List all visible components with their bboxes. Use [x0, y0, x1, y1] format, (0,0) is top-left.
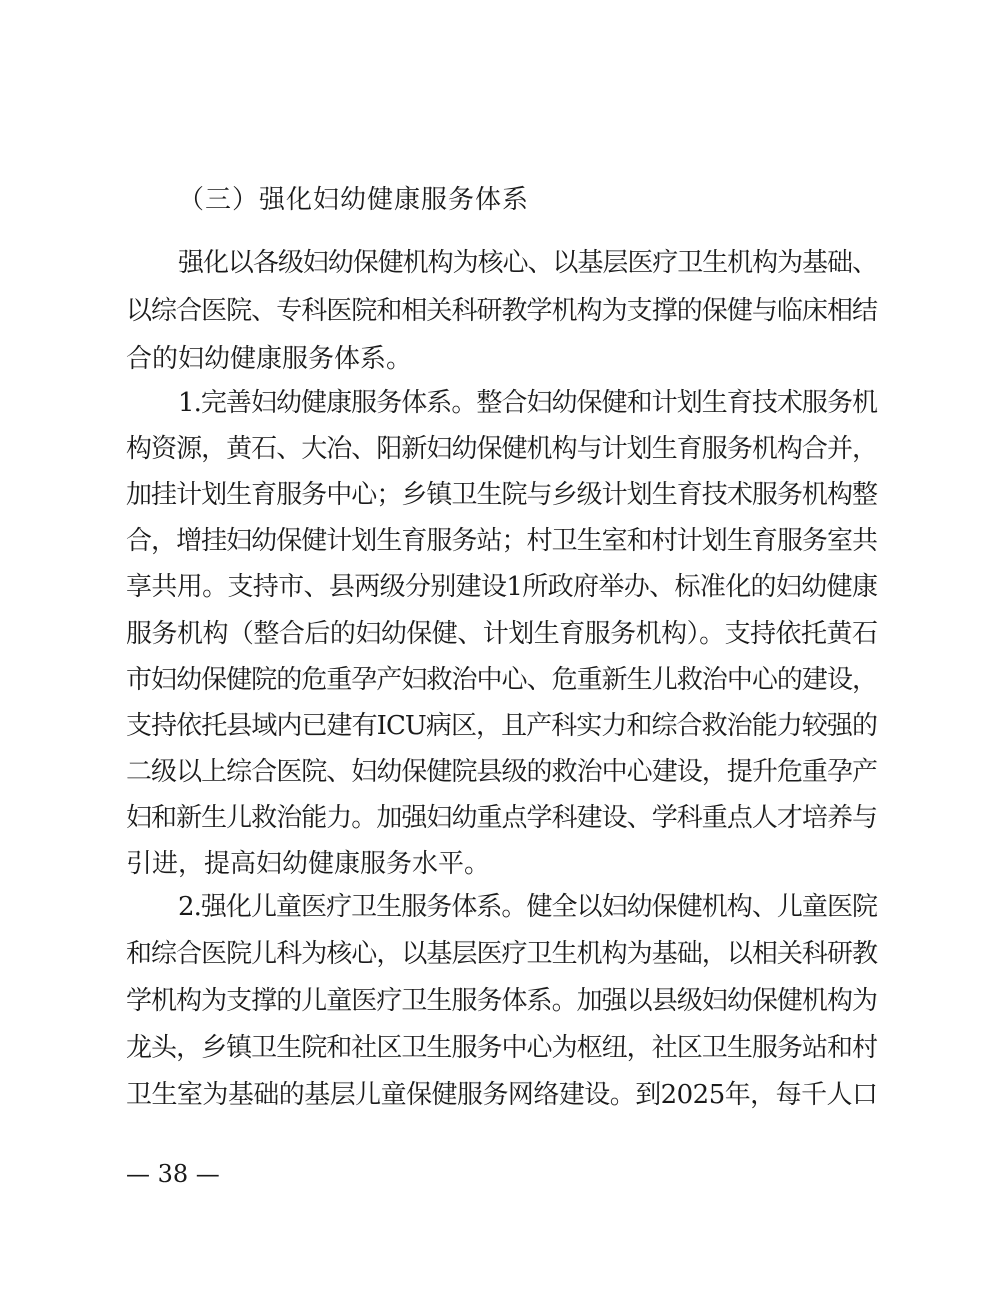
section-heading: （三）强化妇幼健康服务体系	[178, 185, 530, 215]
text-line: 龙头，乡镇卫生院和社区卫生服务中心为枢纽，社区卫生服务站和村	[126, 1033, 878, 1063]
text-line: 以综合医院、专科医院和相关科研教学机构为支撑的保健与临床相结	[126, 296, 878, 326]
text-line: 学机构为支撑的儿童医疗卫生服务体系。加强以县级妇幼保健机构为	[126, 986, 878, 1016]
text-line: 加挂计划生育服务中心；乡镇卫生院与乡级计划生育技术服务机构整	[126, 480, 878, 510]
text-line: 构资源，黄石、大冶、阳新妇幼保健机构与计划生育服务机构合并，	[126, 434, 878, 464]
text-line: 合，增挂妇幼保健计划生育服务站；村卫生室和村计划生育服务室共	[126, 526, 878, 556]
text-line: 1.完善妇幼健康服务体系。整合妇幼保健和计划生育技术服务机	[178, 388, 878, 418]
text-line: 和综合医院儿科为核心，以基层医疗卫生机构为基础，以相关科研教	[126, 939, 878, 969]
text-line: 2.强化儿童医疗卫生服务体系。健全以妇幼保健机构、儿童医院	[178, 892, 878, 922]
text-line: 合的妇幼健康服务体系。	[126, 344, 413, 374]
text-line: 强化以各级妇幼保健机构为核心、以基层医疗卫生机构为基础、	[178, 248, 877, 278]
text-line: 享共用。支持市、县两级分别建设1所政府举办、标准化的妇幼健康	[126, 572, 878, 602]
text-line: 二级以上综合医院、妇幼保健院县级的救治中心建设，提升危重孕产	[126, 757, 878, 787]
text-line: 引进，提高妇幼健康服务水平。	[126, 849, 491, 879]
text-line: 支持依托县域内已建有ICU病区，且产科实力和综合救治能力较强的	[126, 711, 878, 741]
text-line: 妇和新生儿救治能力。加强妇幼重点学科建设、学科重点人才培养与	[126, 803, 878, 833]
page-number: — 38 —	[126, 1160, 220, 1188]
text-line: 服务机构（整合后的妇幼保健、计划生育服务机构）。支持依托黄石	[126, 619, 878, 649]
text-line: 市妇幼保健院的危重孕产妇救治中心、危重新生儿救治中心的建设，	[126, 665, 878, 695]
text-line: 卫生室为基础的基层儿童保健服务网络建设。到2025年，每千人口	[126, 1080, 878, 1110]
